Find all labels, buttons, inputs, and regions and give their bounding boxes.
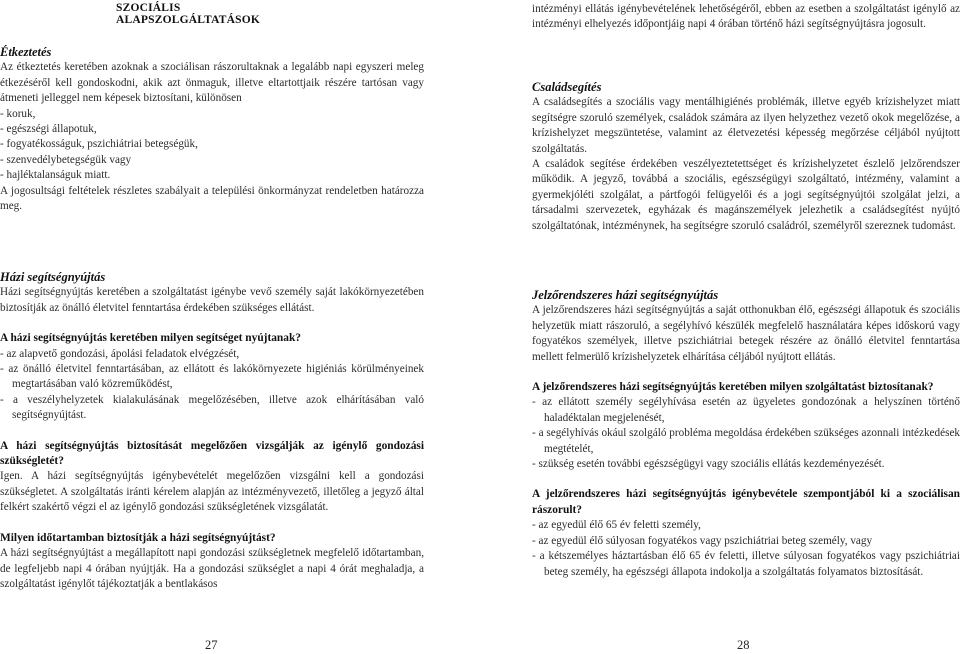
list-item: - az ellátott személy segélyhívása esetén az ügyeletes gondozónak a helyszínen történő haladéktalan megjelenését, xyxy=(532,396,960,424)
list-item: - a veszélyhelyzetek kialakulásának megelőzésében, illetve azok elhárításában való segítségnyújtást. xyxy=(0,393,424,422)
etkeztetes-intro: Az étkeztetés keretében azoknak a szociálisan rászorultaknak a legalább napi egyszeri meleg étkezéséről kell gondoskodni, akik azt önmaguk, illetve eltartottjaik részére tartósan vagy átmeneti jelleggel nem képesek biztosítani, különösen xyxy=(0,61,424,105)
page-number-right: 28 xyxy=(737,638,750,652)
continuation-section xyxy=(532,2,960,33)
jelzo-paragraph-1: A jelzőrendszeres házi segítségnyújtás a saját otthonukban élő, egészségi állapotuk és szociális helyzetük miatt rászoruló, a segélyhívó készülék megfelelő használatára képes időskorú vagy fogyatékos személyek, illetve pszichiátriai betegek részére az önálló életvitel fenntartása mellett felmerülő krízishelyzetek elhárítása céljából nyújtott ellátás. xyxy=(532,304,960,363)
etkeztetes-section xyxy=(0,45,424,214)
csalad-heading: Családsegítés xyxy=(532,80,602,94)
list-item: - koruk, xyxy=(0,107,36,120)
etkeztetes-closing: A jogosultsági feltételek részletes szabályait a települési önkormányzat rendeletben határozza meg. xyxy=(0,184,424,213)
etkeztetes-list xyxy=(0,107,424,184)
list-item: - az egyedül élő súlyosan fogyatékos vagy pszichiátriai beteg személy, vagy xyxy=(532,534,873,547)
hazi-section xyxy=(0,270,424,592)
list-item: - fogyatékosságuk, pszichiátriai betegségük, xyxy=(0,138,198,151)
csalad-paragraph-1: A családsegítés a szociális vagy mentálhigiénés problémák, illetve egyéb krízishelyzet miatt segítségre szoruló személyek, családok számára az ilyen helyzethez vezető okok megelőzése, a krízishelyzet megszüntetése, valamint az életvezetési képesség megőrzése céljából nyújtott szolgáltatás. xyxy=(532,96,960,155)
csalad-paragraph-2: A családok segítése érdekében veszélyeztetettséget és krízishelyzetet észlelő jelzőrendszer működik. A jegyző, továbbá a szociális, egészségügyi szolgáltató, intézmény, valamint a gyermekjóléti szolgálat, a pártfogói felügyelői és a jogi segítségnyújtói szolgálat jelzi, a társadalmi szervezetek, egyházak és magánszemélyek jelezhetik a családsegítést nyújtó szolgáltatónak, intézménynek, ha segítségre szoruló családról, személyről szereznek tudomást. xyxy=(532,158,960,232)
hazi-heading: Házi segítségnyújtás xyxy=(0,270,106,284)
hazi-question-1: A házi segítségnyújtás keretében milyen segítséget nyújtanak? xyxy=(0,332,301,345)
list-item: - a kétszemélyes háztartásban élő 65 év feletti, illetve súlyosan fogyatékos vagy pszichiátriai beteg személy, ha egészségi állapota indokolja a szolgáltatás folyamatos biztosítását. xyxy=(532,550,960,578)
list-item: - az alapvető gondozási, ápolási feladatok elvégzését, xyxy=(0,347,240,360)
continuation-text: intézményi ellátás igénybevételének lehetőségéről, ebben az esetben a szolgáltatást igénylő az intézményi elhelyezés időpontjáig napi 4 órában történő házi segítségnyújtásra jogosult. xyxy=(532,3,960,31)
list-item: - egészségi állapotuk, xyxy=(0,123,97,136)
etkeztetes-heading: Étkeztetés xyxy=(0,45,52,59)
hazi-question-2: A házi segítségnyújtás biztosítását megelőzően vizsgálják az igénylő gondozási szükségletét? xyxy=(0,439,424,468)
list-item: - az egyedül élő 65 év feletti személy, xyxy=(532,519,701,532)
jelzo-question-1: A jelzőrendszeres házi segítségnyújtás keretében milyen szolgáltatást biztosítanak? xyxy=(532,381,934,394)
hazi-answer-2: Igen. A házi segítségnyújtás igénybevételét megelőzően vizsgálni kell a gondozási szükségletet. A szolgáltatás iránti kérelem alapján az intézményvezető, illetőleg a jegyző által felkért szakértő végzi el az igénylő gondozási szükségletének vizsgálatát. xyxy=(0,470,424,514)
jelzo-list-2 xyxy=(532,518,960,580)
jelzo-list-1 xyxy=(532,395,960,472)
list-item: - az önálló életvitel fenntartásában, az ellátott és lakókörnyezete higiéniás körülményeinek megtartásában való közreműködést, xyxy=(0,363,424,391)
jelzo-section xyxy=(532,288,960,580)
hazi-intro: Házi segítségnyújtás keretében a szolgáltatást igénybe vevő személy saját lakókörnyezetében biztosítják az önálló életvitel fenntartása érdekében szükséges ellátást. xyxy=(0,286,424,314)
list-item: - a segélyhívás okául szolgáló probléma megoldása érdekében szükséges azonnali intézkedések megtételét, xyxy=(532,427,960,455)
page-title: SZOCIÁLIS ALAPSZOLGÁLTATÁSOK xyxy=(116,2,260,26)
hazi-answer-3: A házi segítségnyújtást a megállapított napi gondozási szükségletnek megfelelő időtartamban, de legfeljebb napi 4 órában nyújtják. Ha a gondozási szükséglet a napi 4 órát meghaladja, a szolgáltatást igénylőt tájékoztatják a bentlakásos xyxy=(0,547,424,590)
hazi-list xyxy=(0,347,424,424)
jelzo-heading: Jelzőrendszeres házi segítségnyújtás xyxy=(532,288,719,302)
csalad-section xyxy=(532,80,960,234)
list-item: - hajléktalanságuk miatt. xyxy=(0,169,111,182)
hazi-question-3: Milyen időtartamban biztosítják a házi segítségnyújtást? xyxy=(0,531,276,544)
page-number-left: 27 xyxy=(205,638,218,652)
list-item: - szenvedélybetegségük vagy xyxy=(0,153,132,166)
jelzo-question-2: A jelzőrendszeres házi segítségnyújtás igénybevétele szempontjából ki a szociálisan rászorult? xyxy=(532,488,960,516)
list-item: - szükség esetén további egészségügyi vagy szociális ellátás kezdeményezését. xyxy=(532,458,885,471)
